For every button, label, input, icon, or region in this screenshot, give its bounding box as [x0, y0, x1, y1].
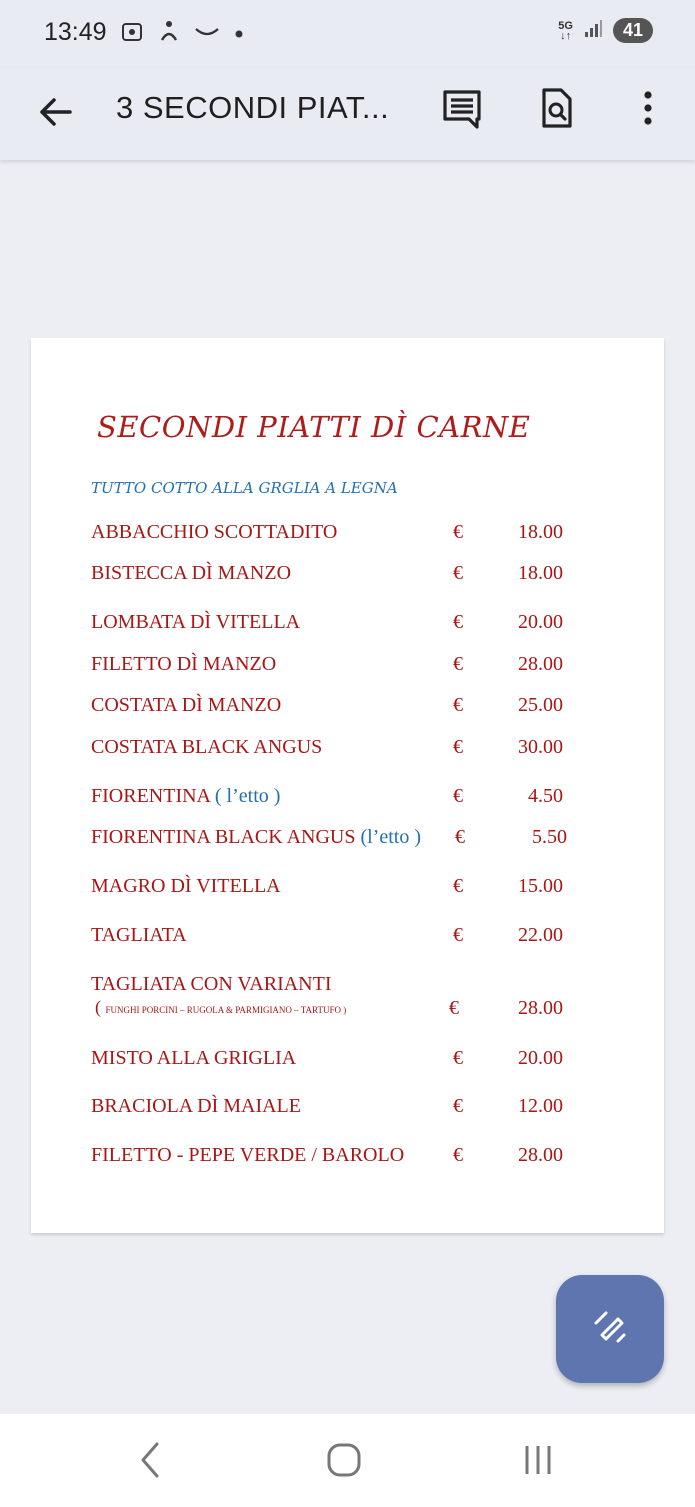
- edit-fab-button[interactable]: [556, 1275, 664, 1383]
- comment-icon: [440, 86, 484, 135]
- nav-home-icon: [326, 1442, 362, 1483]
- menu-item-name-text: COSTATA DÌ MANZO: [91, 694, 282, 716]
- menu-item-name: [91, 924, 187, 947]
- menu-subtitle: TUTTO COTTO ALLA GRGLIA A LEGNA: [91, 479, 398, 497]
- menu-item-currency: €: [453, 1144, 463, 1166]
- menu-item-currency: €: [453, 611, 463, 633]
- accessibility-icon: [158, 20, 180, 49]
- menu-item-price: 30.00: [518, 736, 563, 758]
- menu-item-name-text: ABBACCHIO SCOTTADITO: [91, 521, 338, 543]
- network-activity: ↓↑: [560, 29, 572, 42]
- menu-item-name: [91, 736, 322, 759]
- menu-item-name-text: FILETTO - PEPE VERDE / BAROLO: [91, 1144, 405, 1166]
- menu-item-name: [91, 521, 337, 544]
- network-indicator: [558, 21, 573, 41]
- network-type: 5G: [558, 19, 573, 32]
- back-button[interactable]: [32, 88, 80, 136]
- screenshot-icon: [120, 20, 144, 49]
- menu-item-price: 28.00: [518, 653, 563, 675]
- menu-item-price: 18.00: [518, 521, 563, 543]
- menu-item-price: 12.00: [518, 1095, 563, 1117]
- menu-item: [91, 521, 631, 551]
- menu-item-name: [91, 562, 291, 585]
- status-time: 13:49: [44, 18, 107, 46]
- menu-item-currency: €: [453, 653, 463, 675]
- menu-item-currency: €: [453, 1095, 463, 1117]
- edit-pen-icon: [588, 1305, 632, 1354]
- find-in-document-button[interactable]: [532, 86, 580, 134]
- menu-item-note: ( l’etto ): [214, 785, 281, 807]
- menu-item-price: 20.00: [518, 611, 563, 633]
- amazon-icon: [194, 25, 220, 44]
- menu-item-price: 22.00: [518, 924, 563, 946]
- menu-item-name: [91, 1047, 296, 1070]
- nav-recents-button[interactable]: [514, 1438, 562, 1486]
- nav-recents-icon: [521, 1443, 555, 1482]
- menu-item: [91, 653, 631, 683]
- menu-item: [91, 1095, 631, 1125]
- menu-item-price: 25.00: [518, 694, 563, 716]
- back-arrow-icon: [32, 123, 80, 140]
- menu-item: [91, 826, 631, 856]
- menu-item: [91, 694, 631, 724]
- menu-item-detail: ( FUNGHI PORCINI – RUGOLA & PARMIGIANO – TARTUFO ): [95, 997, 347, 1017]
- menu-item-name: [91, 785, 280, 808]
- menu-item: [91, 562, 631, 592]
- menu-item-currency: €: [453, 875, 463, 897]
- menu-item-name-text: COSTATA BLACK ANGUS: [91, 736, 323, 758]
- status-bar: [0, 0, 695, 68]
- nav-home-button[interactable]: [320, 1438, 368, 1486]
- menu-item-name-text: FILETTO DÌ MANZO: [91, 653, 277, 675]
- menu-item-currency: €: [453, 694, 463, 716]
- menu-item-currency: €: [453, 785, 463, 807]
- menu-item-name-text: FIORENTINA: [91, 785, 210, 807]
- menu-item-name-text: MISTO ALLA GRIGLIA: [91, 1047, 297, 1069]
- search-document-icon: [534, 86, 578, 135]
- more-vert-icon: [638, 88, 658, 133]
- system-nav-bar: [0, 1414, 695, 1507]
- menu-item-name-text: TAGLIATA CON VARIANTI: [91, 973, 332, 995]
- menu-item-name: [91, 826, 421, 849]
- menu-item-name: [91, 1095, 301, 1118]
- menu-item-price: 28.00: [518, 1144, 563, 1166]
- nav-back-button[interactable]: [126, 1438, 174, 1486]
- document-page[interactable]: [31, 338, 664, 1233]
- menu-item-name: [91, 1144, 404, 1167]
- menu-item: [91, 736, 631, 766]
- menu-item-price: 5.50: [532, 826, 567, 848]
- menu-item-currency: €: [453, 736, 463, 758]
- menu-item-currency: €: [453, 1047, 463, 1069]
- comments-button[interactable]: [438, 86, 486, 134]
- menu-item-name: [91, 875, 281, 898]
- nav-back-icon: [135, 1440, 165, 1485]
- menu-item-price: 18.00: [518, 562, 563, 584]
- menu-item-name-text: MAGRO DÌ VITELLA: [91, 875, 281, 897]
- menu-item: [91, 1144, 631, 1174]
- menu-item-price: 15.00: [518, 875, 563, 897]
- menu-item-name-text: BISTECCA DÌ MANZO: [91, 562, 292, 584]
- menu-item-name: [91, 973, 332, 996]
- menu-item: [91, 611, 631, 641]
- menu-item-name-text: FIORENTINA BLACK ANGUS: [91, 826, 356, 848]
- more-options-button[interactable]: [624, 86, 672, 134]
- menu-item: [91, 973, 631, 1019]
- menu-item-detail-text: FUNGHI PORCINI – RUGOLA & PARMIGIANO – TARTUFO: [105, 1005, 342, 1015]
- status-notification-icons: [120, 20, 244, 49]
- menu-item-currency: €: [453, 521, 463, 543]
- menu-item: [91, 924, 631, 954]
- menu-title: SECONDI PIATTI DÌ CARNE: [97, 410, 531, 444]
- menu-item-currency: €: [453, 562, 463, 584]
- menu-item: [91, 785, 631, 815]
- battery-indicator: 41: [613, 18, 653, 43]
- menu-item: [91, 875, 631, 905]
- menu-item-note: (l’etto ): [360, 826, 421, 848]
- status-right: [558, 18, 653, 43]
- menu-item-name-text: BRACIOLA DÌ MAIALE: [91, 1095, 301, 1117]
- menu-item-currency: €: [453, 924, 463, 946]
- signal-icon: [583, 18, 603, 43]
- menu-item-name: [91, 611, 300, 634]
- menu-item-name-text: LOMBATA DÌ VITELLA: [91, 611, 301, 633]
- menu-item-currency: €: [449, 997, 459, 1019]
- dot-icon: [234, 26, 244, 44]
- menu-item-price: 20.00: [518, 1047, 563, 1069]
- menu-item-price: 28.00: [518, 997, 563, 1019]
- menu-item-name: [91, 694, 281, 717]
- document-title: 3 SECONDI PIAT...: [116, 90, 390, 125]
- menu-item-price: 4.50: [528, 785, 563, 807]
- menu-item-name-text: TAGLIATA: [91, 924, 187, 946]
- menu-item-currency: €: [455, 826, 465, 848]
- menu-item-name: [91, 653, 276, 676]
- app-bar: [0, 68, 695, 160]
- menu-item: [91, 1047, 631, 1077]
